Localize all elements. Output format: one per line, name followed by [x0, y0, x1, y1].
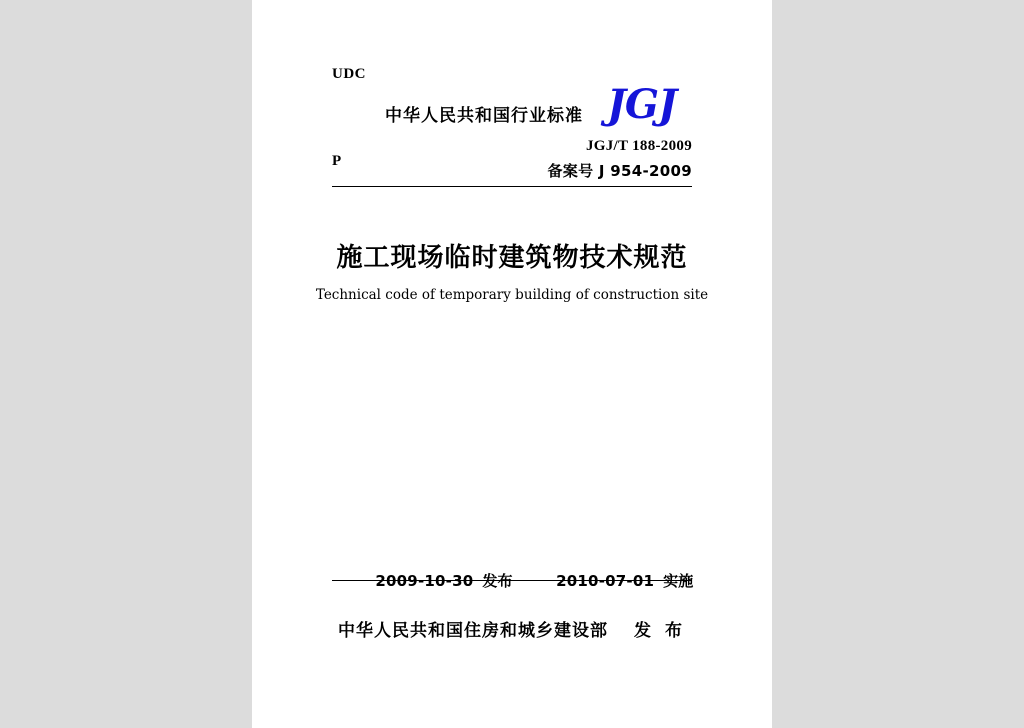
record-number: 备案号 J 954-2009 — [547, 162, 692, 180]
jgj-logo: JGJ — [607, 81, 677, 128]
issue-label: 发布 — [482, 572, 513, 590]
publisher-line — [252, 616, 772, 641]
publisher-name: 中华人民共和国住房和城乡建设部 — [338, 621, 609, 641]
classification-mark: P — [332, 153, 342, 169]
standard-organization: 中华人民共和国行业标准 — [385, 106, 583, 126]
document-title-en: Technical code of temporary building of construction site — [315, 287, 709, 303]
publisher-verb: 发 布 — [634, 621, 686, 641]
issue-date: 2009-10-30 — [375, 572, 474, 590]
footer-divider — [332, 580, 692, 581]
document-page — [252, 0, 772, 728]
header-divider — [332, 186, 692, 187]
document-title-cn: 施工现场临时建筑物技术规范 — [336, 243, 688, 273]
effective-label: 实施 — [663, 572, 694, 590]
udc-label: UDC — [332, 66, 366, 82]
standard-code-number: JGJ/T 188-2009 — [585, 138, 692, 154]
effective-date: 2010-07-01 — [556, 572, 655, 590]
page-content — [252, 0, 772, 728]
